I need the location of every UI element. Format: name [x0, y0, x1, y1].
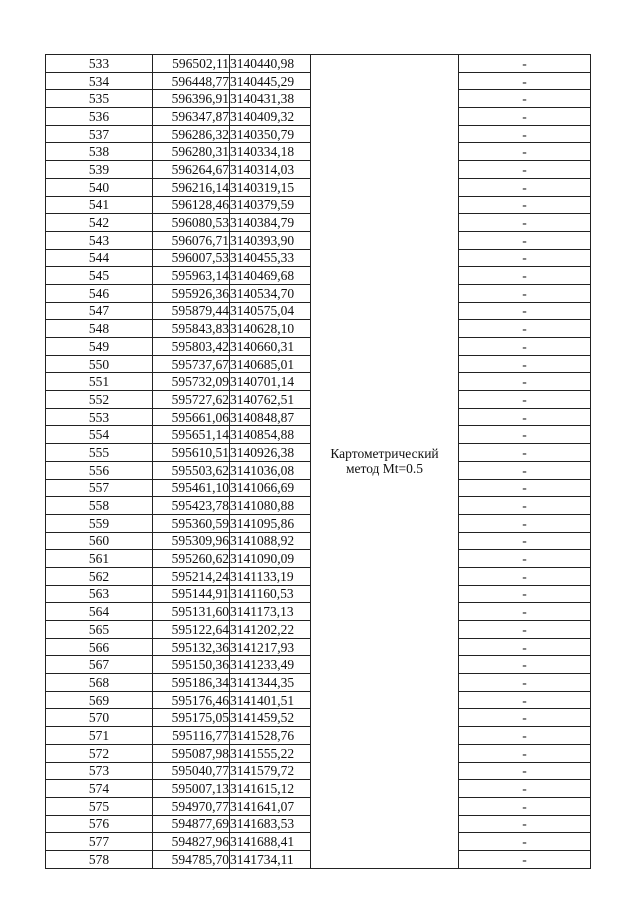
y-coordinate-cell: 3140628,10 [230, 320, 311, 338]
point-number-cell: 557 [46, 479, 153, 497]
y-coordinate-cell: 3141095,86 [230, 514, 311, 532]
y-coordinate-cell: 3140319,15 [230, 178, 311, 196]
x-coordinate-cell: 596076,71 [153, 231, 230, 249]
y-coordinate-cell: 3140440,98 [230, 55, 311, 73]
x-coordinate-cell: 596502,11 [153, 55, 230, 73]
point-number-cell: 561 [46, 550, 153, 568]
coordinates-table-body [46, 55, 591, 869]
y-coordinate-cell: 3141202,22 [230, 621, 311, 639]
table-row [46, 55, 591, 73]
y-coordinate-cell: 3140455,33 [230, 249, 311, 267]
y-coordinate-cell: 3140848,87 [230, 408, 311, 426]
y-coordinate-cell: 3140379,59 [230, 196, 311, 214]
point-number-cell: 577 [46, 833, 153, 851]
point-number-cell: 547 [46, 302, 153, 320]
point-number-cell: 564 [46, 603, 153, 621]
point-number-cell: 569 [46, 691, 153, 709]
point-number-cell: 539 [46, 161, 153, 179]
x-coordinate-cell: 596007,53 [153, 249, 230, 267]
y-coordinate-cell: 3140431,38 [230, 90, 311, 108]
x-coordinate-cell: 595423,78 [153, 497, 230, 515]
y-coordinate-cell: 3140701,14 [230, 373, 311, 391]
point-number-cell: 570 [46, 709, 153, 727]
note-cell: - [459, 815, 591, 833]
point-number-cell: 546 [46, 284, 153, 302]
note-cell: - [459, 108, 591, 126]
note-cell: - [459, 391, 591, 409]
y-coordinate-cell: 3140685,01 [230, 355, 311, 373]
note-cell: - [459, 231, 591, 249]
x-coordinate-cell: 595144,91 [153, 585, 230, 603]
x-coordinate-cell: 596264,67 [153, 161, 230, 179]
note-cell: - [459, 338, 591, 356]
point-number-cell: 533 [46, 55, 153, 73]
y-coordinate-cell: 3140660,31 [230, 338, 311, 356]
note-cell: - [459, 780, 591, 798]
note-cell: - [459, 674, 591, 692]
x-coordinate-cell: 596216,14 [153, 178, 230, 196]
note-cell: - [459, 744, 591, 762]
y-coordinate-cell: 3141133,19 [230, 567, 311, 585]
x-coordinate-cell: 595461,10 [153, 479, 230, 497]
point-number-cell: 574 [46, 780, 153, 798]
x-coordinate-cell: 595926,36 [153, 284, 230, 302]
y-coordinate-cell: 3141615,12 [230, 780, 311, 798]
x-coordinate-cell: 595651,14 [153, 426, 230, 444]
note-cell: - [459, 497, 591, 515]
y-coordinate-cell: 3141688,41 [230, 833, 311, 851]
note-cell: - [459, 196, 591, 214]
x-coordinate-cell: 595214,24 [153, 567, 230, 585]
note-cell: - [459, 284, 591, 302]
x-coordinate-cell: 595732,09 [153, 373, 230, 391]
point-number-cell: 552 [46, 391, 153, 409]
point-number-cell: 559 [46, 514, 153, 532]
x-coordinate-cell: 596286,32 [153, 125, 230, 143]
note-cell: - [459, 143, 591, 161]
point-number-cell: 543 [46, 231, 153, 249]
point-number-cell: 571 [46, 727, 153, 745]
y-coordinate-cell: 3140384,79 [230, 214, 311, 232]
x-coordinate-cell: 595360,59 [153, 514, 230, 532]
y-coordinate-cell: 3141555,22 [230, 744, 311, 762]
x-coordinate-cell: 596396,91 [153, 90, 230, 108]
x-coordinate-cell: 594827,96 [153, 833, 230, 851]
point-number-cell: 536 [46, 108, 153, 126]
x-coordinate-cell: 595087,98 [153, 744, 230, 762]
note-cell: - [459, 550, 591, 568]
x-coordinate-cell: 596448,77 [153, 72, 230, 90]
note-cell: - [459, 479, 591, 497]
y-coordinate-cell: 3141088,92 [230, 532, 311, 550]
y-coordinate-cell: 3141683,53 [230, 815, 311, 833]
y-coordinate-cell: 3140445,29 [230, 72, 311, 90]
y-coordinate-cell: 3141459,52 [230, 709, 311, 727]
note-cell: - [459, 621, 591, 639]
point-number-cell: 573 [46, 762, 153, 780]
y-coordinate-cell: 3140409,32 [230, 108, 311, 126]
point-number-cell: 555 [46, 444, 153, 462]
y-coordinate-cell: 3141173,13 [230, 603, 311, 621]
y-coordinate-cell: 3141217,93 [230, 638, 311, 656]
point-number-cell: 549 [46, 338, 153, 356]
note-cell: - [459, 850, 591, 868]
point-number-cell: 553 [46, 408, 153, 426]
point-number-cell: 551 [46, 373, 153, 391]
x-coordinate-cell: 595186,34 [153, 674, 230, 692]
point-number-cell: 566 [46, 638, 153, 656]
point-number-cell: 541 [46, 196, 153, 214]
x-coordinate-cell: 595131,60 [153, 603, 230, 621]
point-number-cell: 563 [46, 585, 153, 603]
note-cell: - [459, 461, 591, 479]
x-coordinate-cell: 594785,70 [153, 850, 230, 868]
point-number-cell: 576 [46, 815, 153, 833]
point-number-cell: 558 [46, 497, 153, 515]
note-cell: - [459, 161, 591, 179]
y-coordinate-cell: 3141160,53 [230, 585, 311, 603]
y-coordinate-cell: 3140393,90 [230, 231, 311, 249]
x-coordinate-cell: 595727,62 [153, 391, 230, 409]
note-cell: - [459, 797, 591, 815]
point-number-cell: 550 [46, 355, 153, 373]
point-number-cell: 578 [46, 850, 153, 868]
note-cell: - [459, 833, 591, 851]
note-cell: - [459, 514, 591, 532]
note-cell: - [459, 267, 591, 285]
note-cell: - [459, 426, 591, 444]
y-coordinate-cell: 3141090,09 [230, 550, 311, 568]
point-number-cell: 575 [46, 797, 153, 815]
y-coordinate-cell: 3140854,88 [230, 426, 311, 444]
method-cell [311, 55, 459, 869]
point-number-cell: 554 [46, 426, 153, 444]
y-coordinate-cell: 3140314,03 [230, 161, 311, 179]
note-cell: - [459, 585, 591, 603]
x-coordinate-cell: 595610,51 [153, 444, 230, 462]
x-coordinate-cell: 595843,83 [153, 320, 230, 338]
y-coordinate-cell: 3141066,69 [230, 479, 311, 497]
x-coordinate-cell: 595116,77 [153, 727, 230, 745]
note-cell: - [459, 444, 591, 462]
y-coordinate-cell: 3141528,76 [230, 727, 311, 745]
x-coordinate-cell: 596280,31 [153, 143, 230, 161]
y-coordinate-cell: 3140534,70 [230, 284, 311, 302]
x-coordinate-cell: 595132,36 [153, 638, 230, 656]
y-coordinate-cell: 3141401,51 [230, 691, 311, 709]
note-cell: - [459, 373, 591, 391]
x-coordinate-cell: 595737,67 [153, 355, 230, 373]
x-coordinate-cell: 595503,62 [153, 461, 230, 479]
y-coordinate-cell: 3140350,79 [230, 125, 311, 143]
note-cell: - [459, 603, 591, 621]
method-line-1: Картометрический [330, 446, 439, 462]
y-coordinate-cell: 3141080,88 [230, 497, 311, 515]
x-coordinate-cell: 594877,69 [153, 815, 230, 833]
x-coordinate-cell: 595260,62 [153, 550, 230, 568]
y-coordinate-cell: 3140926,38 [230, 444, 311, 462]
x-coordinate-cell: 595150,36 [153, 656, 230, 674]
y-coordinate-cell: 3140334,18 [230, 143, 311, 161]
y-coordinate-cell: 3141734,11 [230, 850, 311, 868]
x-coordinate-cell: 595309,96 [153, 532, 230, 550]
note-cell: - [459, 355, 591, 373]
y-coordinate-cell: 3141036,08 [230, 461, 311, 479]
note-cell: - [459, 727, 591, 745]
y-coordinate-cell: 3141233,49 [230, 656, 311, 674]
point-number-cell: 542 [46, 214, 153, 232]
point-number-cell: 535 [46, 90, 153, 108]
point-number-cell: 534 [46, 72, 153, 90]
note-cell: - [459, 302, 591, 320]
x-coordinate-cell: 595175,05 [153, 709, 230, 727]
point-number-cell: 567 [46, 656, 153, 674]
note-cell: - [459, 656, 591, 674]
x-coordinate-cell: 596347,87 [153, 108, 230, 126]
point-number-cell: 548 [46, 320, 153, 338]
note-cell: - [459, 638, 591, 656]
x-coordinate-cell: 595803,42 [153, 338, 230, 356]
note-cell: - [459, 249, 591, 267]
y-coordinate-cell: 3140575,04 [230, 302, 311, 320]
note-cell: - [459, 567, 591, 585]
y-coordinate-cell: 3141641,07 [230, 797, 311, 815]
x-coordinate-cell: 594970,77 [153, 797, 230, 815]
x-coordinate-cell: 595007,13 [153, 780, 230, 798]
note-cell: - [459, 709, 591, 727]
note-cell: - [459, 408, 591, 426]
x-coordinate-cell: 595122,64 [153, 621, 230, 639]
y-coordinate-cell: 3141344,35 [230, 674, 311, 692]
point-number-cell: 545 [46, 267, 153, 285]
note-cell: - [459, 72, 591, 90]
point-number-cell: 544 [46, 249, 153, 267]
note-cell: - [459, 762, 591, 780]
note-cell: - [459, 532, 591, 550]
point-number-cell: 562 [46, 567, 153, 585]
x-coordinate-cell: 596080,53 [153, 214, 230, 232]
y-coordinate-cell: 3141579,72 [230, 762, 311, 780]
note-cell: - [459, 90, 591, 108]
note-cell: - [459, 125, 591, 143]
point-number-cell: 572 [46, 744, 153, 762]
x-coordinate-cell: 595879,44 [153, 302, 230, 320]
note-cell: - [459, 55, 591, 73]
x-coordinate-cell: 595963,14 [153, 267, 230, 285]
x-coordinate-cell: 596128,46 [153, 196, 230, 214]
note-cell: - [459, 320, 591, 338]
note-cell: - [459, 214, 591, 232]
y-coordinate-cell: 3140469,68 [230, 267, 311, 285]
point-number-cell: 540 [46, 178, 153, 196]
point-number-cell: 565 [46, 621, 153, 639]
x-coordinate-cell: 595176,46 [153, 691, 230, 709]
point-number-cell: 537 [46, 125, 153, 143]
x-coordinate-cell: 595040,77 [153, 762, 230, 780]
note-cell: - [459, 178, 591, 196]
point-number-cell: 556 [46, 461, 153, 479]
note-cell: - [459, 691, 591, 709]
method-line-2: метод Mt=0.5 [345, 461, 424, 477]
y-coordinate-cell: 3140762,51 [230, 391, 311, 409]
point-number-cell: 560 [46, 532, 153, 550]
coordinates-table [45, 54, 591, 869]
x-coordinate-cell: 595661,06 [153, 408, 230, 426]
point-number-cell: 568 [46, 674, 153, 692]
point-number-cell: 538 [46, 143, 153, 161]
